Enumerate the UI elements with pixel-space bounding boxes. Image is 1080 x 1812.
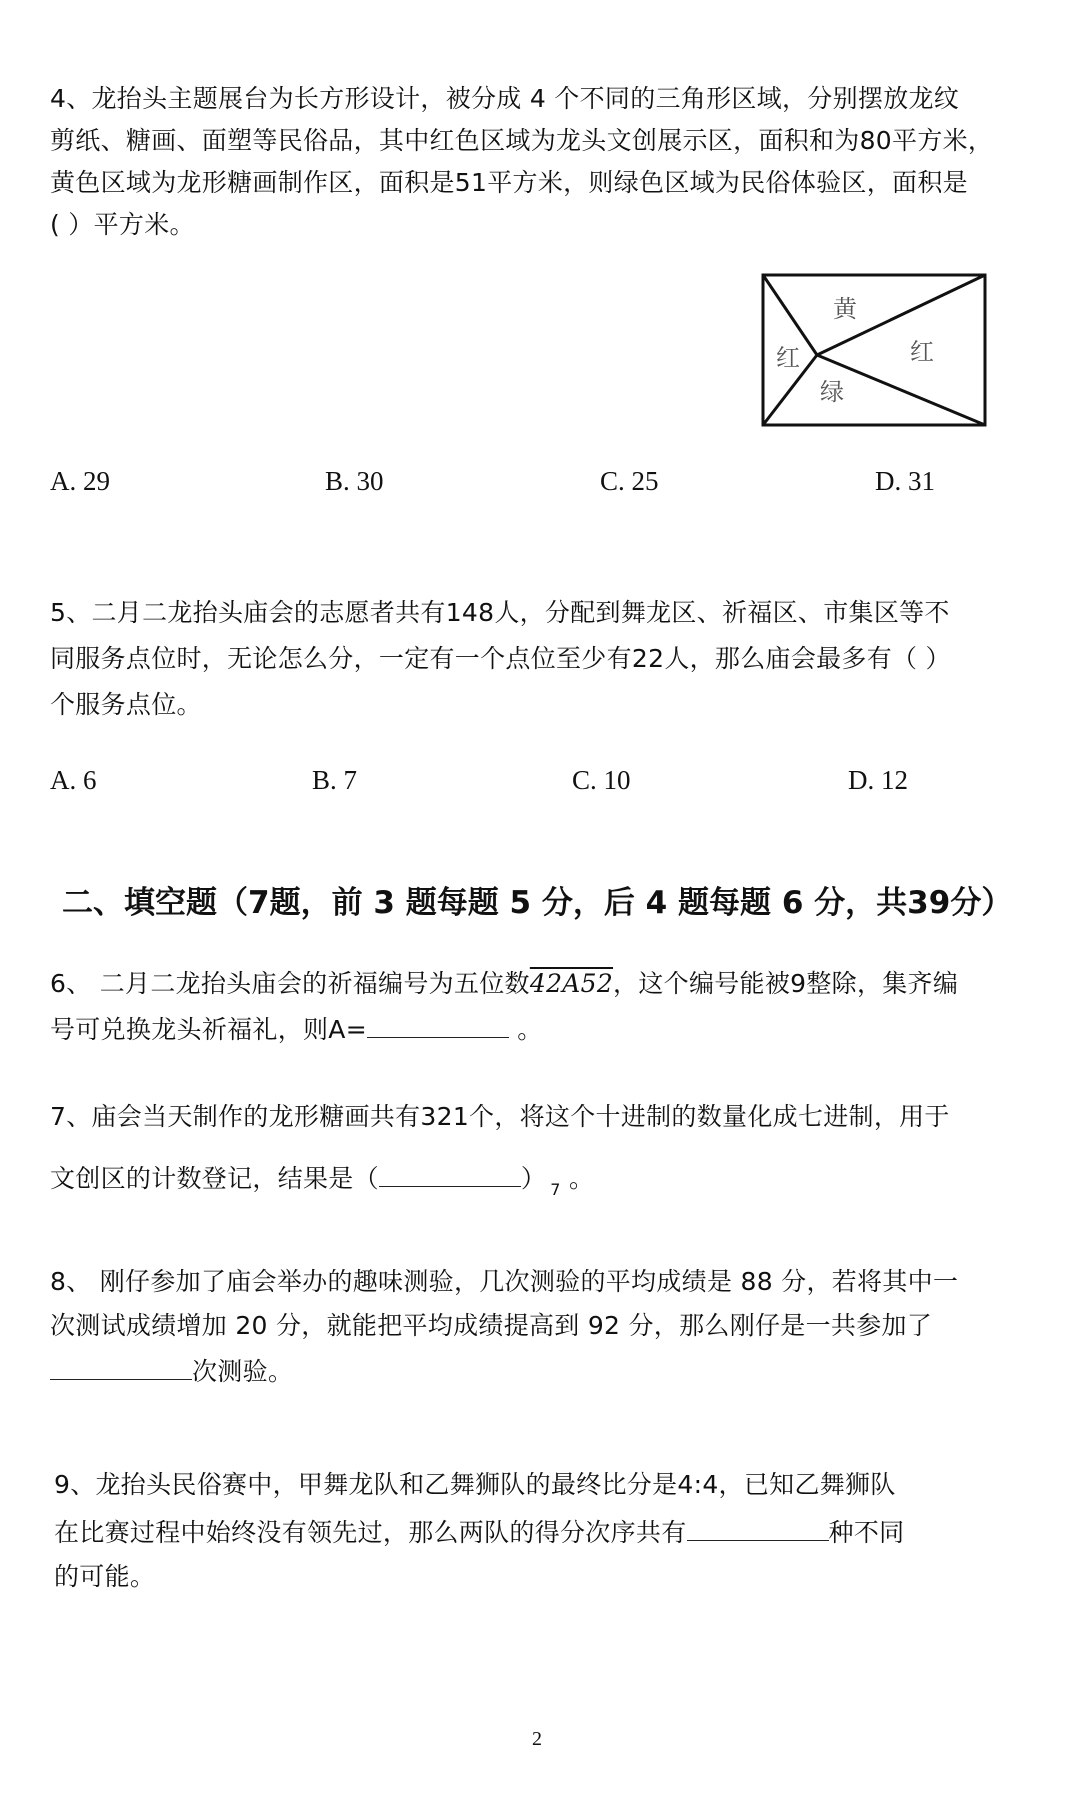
q7-answer-blank[interactable] xyxy=(379,1160,521,1187)
q6-line-2 xyxy=(50,1011,543,1047)
q9-line-2 xyxy=(54,1514,904,1550)
q4-option-b[interactable]: B. 30 xyxy=(325,466,384,496)
q4-option-a[interactable]: A. 29 xyxy=(50,466,110,496)
figure-label-left: 红 xyxy=(776,344,800,372)
q5-line-2: 同服务点位时，无论怎么分，一定有一个点位至少有22人，那么庙会最多有（ ） xyxy=(50,644,951,673)
q5-option-a[interactable]: A. 6 xyxy=(50,765,97,795)
q6-suffix: ，这个编号能被9整除，集齐编 xyxy=(613,969,959,998)
q7-line2-prefix: 文创区的计数登记，结果是（ xyxy=(50,1164,379,1193)
q8-line-1: 8、 刚仔参加了庙会举办的趣味测验，几次测验的平均成绩是 88 分，若将其中一 xyxy=(50,1267,959,1296)
q7-line-1: 7、庙会当天制作的龙形糖画共有321个，将这个十进制的数量化成七进制，用于 xyxy=(50,1102,950,1131)
q5-option-d[interactable]: D. 12 xyxy=(848,765,908,795)
q4-line-2: 剪纸、糖画、面塑等民俗品，其中红色区域为龙头文创展示区，面积和为80平方米， xyxy=(50,126,994,155)
q5-line-1: 5、二月二龙抬头庙会的志愿者共有148人，分配到舞龙区、祈福区、市集区等不 xyxy=(50,598,950,627)
q8-answer-blank[interactable] xyxy=(50,1353,192,1380)
q8-line-3 xyxy=(50,1353,293,1389)
q6-prefix: 6、 二月二龙抬头庙会的祈福编号为五位数 xyxy=(50,969,530,998)
rectangle-triangle-figure xyxy=(760,272,990,430)
q7-line2-suffix: 。 xyxy=(560,1164,595,1193)
q8-line-2: 次测试成绩增加 20 分，就能把平均成绩提高到 92 分，那么刚仔是一共参加了 xyxy=(50,1311,933,1340)
q6-line-1 xyxy=(50,967,958,1001)
q7-line-2 xyxy=(50,1160,594,1199)
figure-label-bottom: 绿 xyxy=(820,378,844,406)
page-number: 2 xyxy=(532,1728,542,1750)
q4-line-4: ( ）平方米。 xyxy=(50,210,195,239)
q7-close-paren: ） xyxy=(520,1164,547,1193)
q5-line-3: 个服务点位。 xyxy=(50,690,202,719)
section-2-title: 二、填空题（7题，前 3 题每题 5 分，后 4 题每题 6 分，共39分） xyxy=(62,885,1013,921)
q4-line-1: 4、龙抬头主题展台为长方形设计，被分成 4 个不同的三角形区域，分别摆放龙纹 xyxy=(50,84,960,113)
q9-line2-prefix: 在比赛过程中始终没有领先过，那么两队的得分次序共有 xyxy=(54,1518,687,1547)
q6-line2-suffix: 。 xyxy=(508,1015,543,1044)
q8-line3-suffix: 次测验。 xyxy=(192,1357,294,1386)
figure-label-top: 黄 xyxy=(833,295,857,323)
q9-line-3: 的可能。 xyxy=(54,1562,156,1591)
q6-answer-blank[interactable] xyxy=(367,1011,509,1038)
q6-line2-prefix: 号可兑换龙头祈福礼，则A= xyxy=(50,1015,367,1044)
q5-option-c[interactable]: C. 10 xyxy=(572,765,631,795)
q9-line2-suffix: 种不同 xyxy=(828,1518,905,1547)
figure-label-right: 红 xyxy=(910,338,934,366)
q4-option-c[interactable]: C. 25 xyxy=(600,466,659,496)
q4-line-3: 黄色区域为龙形糖画制作区，面积是51平方米，则绿色区域为民俗体验区，面积是 xyxy=(50,168,968,197)
q5-option-b[interactable]: B. 7 xyxy=(312,765,358,795)
q9-answer-blank[interactable] xyxy=(687,1514,829,1541)
q6-number: 42A52 xyxy=(529,969,614,998)
q7-base-subscript: 7 xyxy=(550,1180,561,1199)
q9-line-1: 9、龙抬头民俗赛中，甲舞龙队和乙舞狮队的最终比分是4:4，已知乙舞狮队 xyxy=(54,1470,896,1499)
q4-option-d[interactable]: D. 31 xyxy=(875,466,935,496)
